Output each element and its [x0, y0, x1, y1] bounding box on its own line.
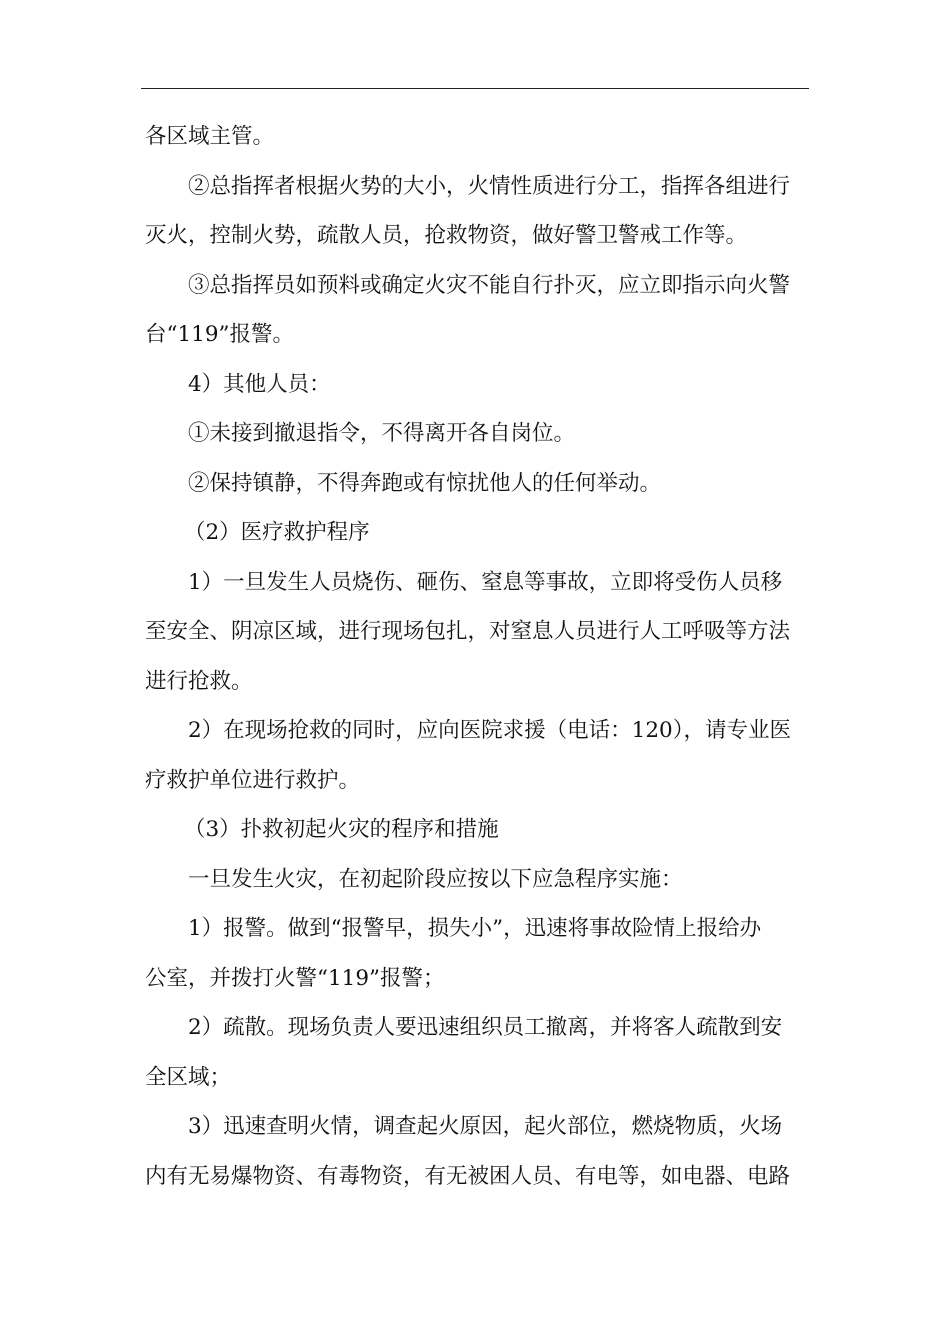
text-line: 1）报警。做到“报警早，损失小”，迅速将事故险情上报给办 — [188, 916, 762, 941]
text-line: 台“119”报警。 — [145, 322, 295, 347]
text-line: ②保持镇静，不得奔跑或有惊扰他人的任何举动。 — [188, 470, 662, 496]
section-heading: （3）扑救初起火灾的程序和措施 — [184, 817, 499, 842]
text-line: ①未接到撤退指令，不得离开各自岗位。 — [188, 421, 576, 446]
text-line: 进行抢救。 — [145, 668, 253, 694]
section-heading: （2）医疗救护程序 — [184, 520, 370, 545]
text-line: 内有无易爆物资、有毒物资，有无被困人员、有电等，如电器、电路 — [145, 1163, 791, 1189]
document-body — [145, 112, 810, 1201]
text-line: 3）迅速查明火情，调查起火原因，起火部位，燃烧物质，火场 — [188, 1114, 783, 1139]
text-line: 2）在现场抢救的同时，应向医院求援（电话：120），请专业医 — [188, 718, 791, 743]
text-line: ③总指挥员如预料或确定火灾不能自行扑灭，应立即指示向火警 — [188, 272, 791, 298]
text-line: 一旦发生火灾，在初起阶段应按以下应急程序实施： — [188, 866, 683, 892]
text-line: 各区域主管。 — [145, 124, 275, 149]
text-line: 4）其他人员： — [188, 371, 331, 397]
text-line: 至安全、阴凉区域，进行现场包扎，对窒息人员进行人工呼吸等方法 — [145, 619, 791, 644]
text-line: 全区域； — [145, 1064, 232, 1090]
header-rule — [141, 88, 809, 89]
text-line: 疗救护单位进行救护。 — [145, 767, 361, 793]
text-line: 灭火，控制火势，疏散人员，抢救物资，做好警卫警戒工作等。 — [145, 223, 748, 248]
text-line: 公室，并拨打火警“119”报警； — [145, 965, 445, 991]
text-line: ②总指挥者根据火势的大小，火情性质进行分工，指挥各组进行 — [188, 173, 791, 199]
text-line: 1）一旦发生人员烧伤、砸伤、窒息等事故，立即将受伤人员移 — [188, 569, 783, 595]
text-line: 2）疏散。现场负责人要迅速组织员工撤离，并将客人疏散到安 — [188, 1015, 783, 1040]
